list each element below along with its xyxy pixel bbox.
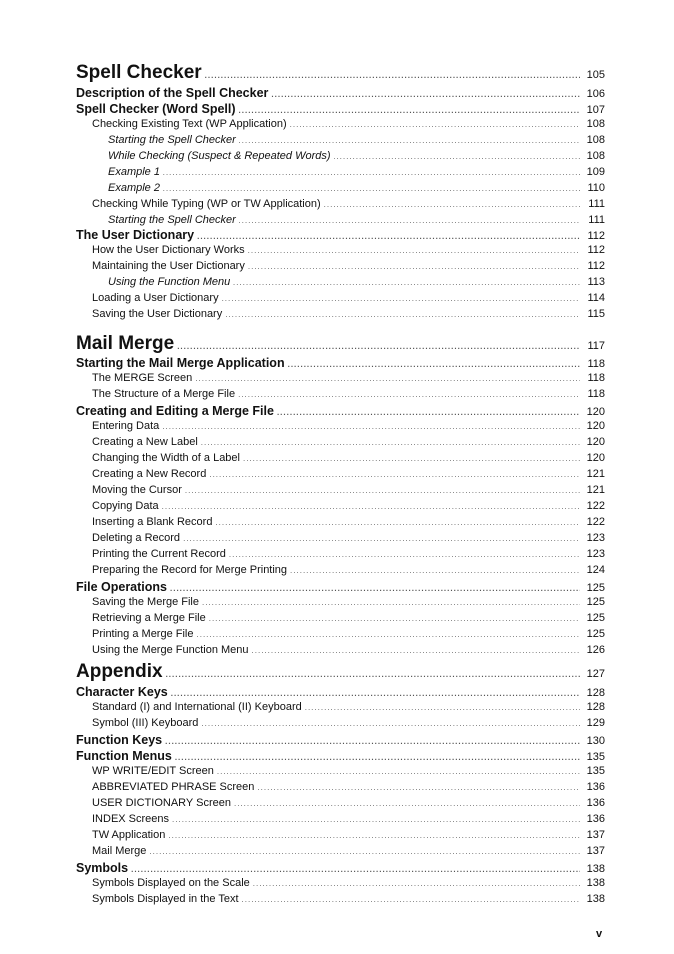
dot-leader	[239, 106, 580, 115]
toc-entry-page: 108	[586, 150, 605, 162]
dot-leader	[163, 184, 580, 193]
toc-entry-title: Saving the Merge File	[92, 596, 199, 608]
toc-entry-page: 135	[586, 751, 605, 763]
toc-entry-title: Function Menus	[76, 749, 172, 763]
dot-leader	[225, 310, 580, 319]
dot-leader	[242, 895, 580, 904]
dot-leader	[277, 408, 580, 417]
toc-entry-page: 113	[587, 276, 605, 288]
toc-entry-title: Changing the Width of a Label	[92, 452, 240, 464]
dot-leader	[166, 670, 580, 679]
toc-entry	[92, 500, 605, 512]
dot-leader	[257, 783, 580, 792]
toc-entry	[92, 260, 605, 272]
toc-entry-page: 138	[586, 893, 605, 905]
toc-entry-title: Creating a New Record	[92, 468, 207, 480]
toc-entry	[92, 292, 605, 304]
toc-entry-title: Preparing the Record for Merge Printing	[92, 564, 288, 576]
dot-leader	[234, 799, 580, 808]
toc-entry	[76, 861, 605, 875]
toc-entry-title: The User Dictionary	[76, 228, 195, 242]
toc-entry-title: TW Application	[92, 829, 166, 841]
dot-leader	[248, 246, 580, 255]
toc-entry	[108, 150, 605, 162]
dot-leader	[175, 753, 580, 762]
toc-entry-page: 106	[586, 88, 605, 100]
toc-entry	[76, 733, 605, 747]
toc-entry-title: Description of the Spell Checker	[76, 86, 269, 100]
dot-leader	[222, 294, 580, 303]
dot-leader	[201, 438, 580, 447]
toc-entry-page: 136	[586, 813, 605, 825]
toc-entry-title: Symbols	[76, 861, 129, 875]
dot-leader	[233, 278, 580, 287]
toc-entry-page: 122	[586, 500, 605, 512]
dot-leader	[163, 168, 580, 177]
toc-entry-page: 129	[586, 717, 605, 729]
toc-entry-title: INDEX Screens	[92, 813, 170, 825]
toc-entry-page: 138	[586, 863, 605, 875]
dot-leader	[170, 584, 580, 593]
dot-leader	[217, 767, 580, 776]
toc-entry-page: 118	[587, 372, 605, 384]
dot-leader	[334, 152, 580, 161]
toc-entry	[76, 333, 605, 355]
toc-entry-title: Checking Existing Text (WP Application)	[92, 118, 287, 130]
toc-entry	[92, 118, 605, 130]
dot-leader	[239, 136, 580, 145]
toc-entry	[92, 198, 605, 210]
toc-entry-page: 127	[586, 668, 605, 680]
toc-entry-page: 137	[586, 829, 605, 841]
toc-entry	[76, 62, 605, 84]
toc-entry-title: Using the Function Menu	[108, 276, 231, 288]
toc-entry	[92, 244, 605, 256]
toc-entry-page: 120	[586, 452, 605, 464]
dot-leader	[185, 486, 580, 495]
toc-entry-page: 136	[586, 781, 605, 793]
toc-entry	[92, 813, 605, 825]
dot-leader	[168, 831, 580, 840]
toc-entry	[108, 166, 605, 178]
toc-entry	[108, 182, 605, 194]
dot-leader	[290, 120, 580, 129]
toc-entry-page: 137	[586, 845, 605, 857]
toc-entry-title: Retrieving a Merge File	[92, 612, 206, 624]
dot-leader	[252, 646, 580, 655]
toc-entry-title: Inserting a Blank Record	[92, 516, 213, 528]
dot-leader	[197, 232, 580, 241]
dot-leader	[239, 216, 580, 225]
toc-entry-page: 128	[586, 701, 605, 713]
toc-entry-page: 128	[586, 687, 605, 699]
toc-entry-title: The Structure of a Merge File	[92, 388, 236, 400]
toc-entry-page: 105	[586, 69, 605, 81]
toc-entry-page: 125	[586, 628, 605, 640]
toc-entry	[92, 893, 605, 905]
dot-leader	[171, 689, 580, 698]
dot-leader	[209, 614, 580, 623]
toc-entry-title: Mail Merge	[76, 333, 175, 354]
toc-entry-title: Entering Data	[92, 420, 160, 432]
toc-entry	[92, 372, 605, 384]
dot-leader	[162, 502, 580, 511]
toc-entry-page: 123	[586, 548, 605, 560]
toc-entry-title: Saving the User Dictionary	[92, 308, 223, 320]
toc-entry-title: Spell Checker	[76, 62, 202, 83]
toc-entry-title: File Operations	[76, 580, 167, 594]
toc-entry-page: 124	[586, 564, 605, 576]
dot-leader	[324, 200, 580, 209]
toc-entry-page: 126	[586, 644, 605, 656]
toc-entry-page: 118	[587, 388, 605, 400]
toc-entry	[92, 877, 605, 889]
toc-entry-title: Function Keys	[76, 733, 163, 747]
toc-entry-page: 110	[587, 182, 605, 194]
toc-entry-title: The MERGE Screen	[92, 372, 193, 384]
toc-entry-title: Maintaining the User Dictionary	[92, 260, 245, 272]
toc-entry-title: Starting the Spell Checker	[108, 214, 236, 226]
dot-leader	[229, 550, 580, 559]
toc-entry	[76, 404, 605, 418]
toc-entry-page: 136	[586, 797, 605, 809]
toc-entry	[92, 516, 605, 528]
toc-entry	[76, 102, 605, 116]
toc-entry-page: 114	[587, 292, 605, 304]
toc-entry	[92, 829, 605, 841]
toc-entry	[92, 436, 605, 448]
toc-entry-title: Moving the Cursor	[92, 484, 182, 496]
toc-entry-title: USER DICTIONARY Screen	[92, 797, 231, 809]
toc-entry-page: 112	[587, 260, 605, 272]
toc-entry-title: Symbol (III) Keyboard	[92, 717, 199, 729]
toc-entry	[92, 717, 605, 729]
toc-entry-page: 121	[586, 484, 605, 496]
dot-leader	[149, 847, 580, 856]
dot-leader	[131, 865, 580, 874]
toc-entry	[92, 797, 605, 809]
toc-entry-title: Creating a New Label	[92, 436, 198, 448]
toc-entry-page: 112	[587, 244, 605, 256]
toc-entry-page: 135	[586, 765, 605, 777]
toc-entry-title: WP WRITE/EDIT Screen	[92, 765, 214, 777]
dot-leader	[253, 879, 580, 888]
toc-entry-title: Spell Checker (Word Spell)	[76, 102, 236, 116]
toc-entry	[76, 86, 605, 100]
toc-entry-page: 117	[587, 340, 605, 352]
toc-entry-page: 130	[586, 735, 605, 747]
dot-leader	[209, 470, 580, 479]
toc-entry-title: Symbols Displayed in the Text	[92, 893, 239, 905]
dot-leader	[238, 390, 580, 399]
dot-leader	[248, 262, 580, 271]
toc-entry	[92, 628, 605, 640]
dot-leader	[172, 815, 580, 824]
toc-entry-title: Checking While Typing (WP or TW Application)	[92, 198, 321, 210]
toc-entry	[76, 685, 605, 699]
toc-entry-page: 121	[586, 468, 605, 480]
toc-entry-page: 122	[586, 516, 605, 528]
toc-entry-title: Printing the Current Record	[92, 548, 226, 560]
toc-entry-title: Copying Data	[92, 500, 159, 512]
toc-entry-title: Example 1	[108, 166, 160, 178]
toc-entry	[92, 388, 605, 400]
toc-entry	[92, 308, 605, 320]
dot-leader	[201, 719, 580, 728]
toc-entry-page: 108	[586, 134, 605, 146]
toc-entry	[92, 420, 605, 432]
dot-leader	[243, 454, 580, 463]
dot-leader	[305, 703, 580, 712]
toc-entry	[92, 548, 605, 560]
toc-entry-title: Starting the Spell Checker	[108, 134, 236, 146]
toc-entry-page: 112	[587, 230, 605, 242]
toc-entry-title: Starting the Mail Merge Application	[76, 356, 285, 370]
toc-entry	[92, 781, 605, 793]
toc-entry	[76, 661, 605, 683]
toc-entry-page: 125	[586, 582, 605, 594]
toc-entry	[76, 749, 605, 763]
toc-entry-title: Mail Merge	[92, 845, 147, 857]
toc-entry-title: Character Keys	[76, 685, 168, 699]
toc-entry-title: Example 2	[108, 182, 160, 194]
toc-entry-page: 115	[587, 308, 605, 320]
toc-entry	[92, 612, 605, 624]
toc-entry-title: Loading a User Dictionary	[92, 292, 219, 304]
toc-entry	[92, 484, 605, 496]
toc-entry-page: 120	[586, 436, 605, 448]
toc-entry-page: 123	[586, 532, 605, 544]
toc-entry-page: 138	[586, 877, 605, 889]
toc-entry	[92, 452, 605, 464]
dot-leader	[271, 90, 580, 99]
toc-entry	[92, 532, 605, 544]
dot-leader	[197, 630, 581, 639]
toc-entry-page: 111	[588, 198, 605, 210]
dot-leader	[202, 598, 580, 607]
toc-entry-page: 120	[586, 420, 605, 432]
page-number: v	[596, 928, 603, 940]
dot-leader	[195, 374, 580, 383]
toc-entry-title: Standard (I) and International (II) Keyboard	[92, 701, 302, 713]
dot-leader	[183, 534, 580, 543]
toc-entry	[92, 468, 605, 480]
toc-entry	[76, 356, 605, 370]
toc-entry	[92, 564, 605, 576]
toc-entry	[76, 228, 605, 242]
toc-entry-page: 120	[586, 406, 605, 418]
toc-entry-title: ABBREVIATED PHRASE Screen	[92, 781, 255, 793]
toc-entry-page: 111	[588, 214, 605, 226]
toc-entry-page: 109	[586, 166, 605, 178]
toc-entry-page: 108	[586, 118, 605, 130]
toc-entry-title: Using the Merge Function Menu	[92, 644, 249, 656]
toc-entry-title: Deleting a Record	[92, 532, 181, 544]
toc-entry	[108, 276, 605, 288]
dot-leader	[215, 518, 580, 527]
toc-entry-page: 107	[586, 104, 605, 116]
toc-entry-title: Printing a Merge File	[92, 628, 194, 640]
toc-entry-title: How the User Dictionary Works	[92, 244, 245, 256]
toc-entry	[92, 644, 605, 656]
toc-entry	[108, 134, 605, 146]
toc-entry-page: 125	[586, 612, 605, 624]
dot-leader	[290, 566, 580, 575]
toc-entry-title: Symbols Displayed on the Scale	[92, 877, 250, 889]
toc-entry-title: Creating and Editing a Merge File	[76, 404, 274, 418]
dot-leader	[165, 737, 580, 746]
toc-entry	[92, 845, 605, 857]
dot-leader	[177, 342, 580, 351]
toc-entry	[108, 214, 605, 226]
toc-entry-page: 125	[586, 596, 605, 608]
dot-leader	[205, 71, 580, 80]
toc-entry	[92, 596, 605, 608]
toc-entry	[76, 580, 605, 594]
toc-entry-title: Appendix	[76, 661, 163, 682]
dot-leader	[162, 422, 580, 431]
toc-entry-page: 118	[587, 358, 605, 370]
toc-entry	[92, 701, 605, 713]
dot-leader	[288, 360, 580, 369]
toc-entry	[92, 765, 605, 777]
toc-entry-title: While Checking (Suspect & Repeated Words)	[108, 150, 331, 162]
